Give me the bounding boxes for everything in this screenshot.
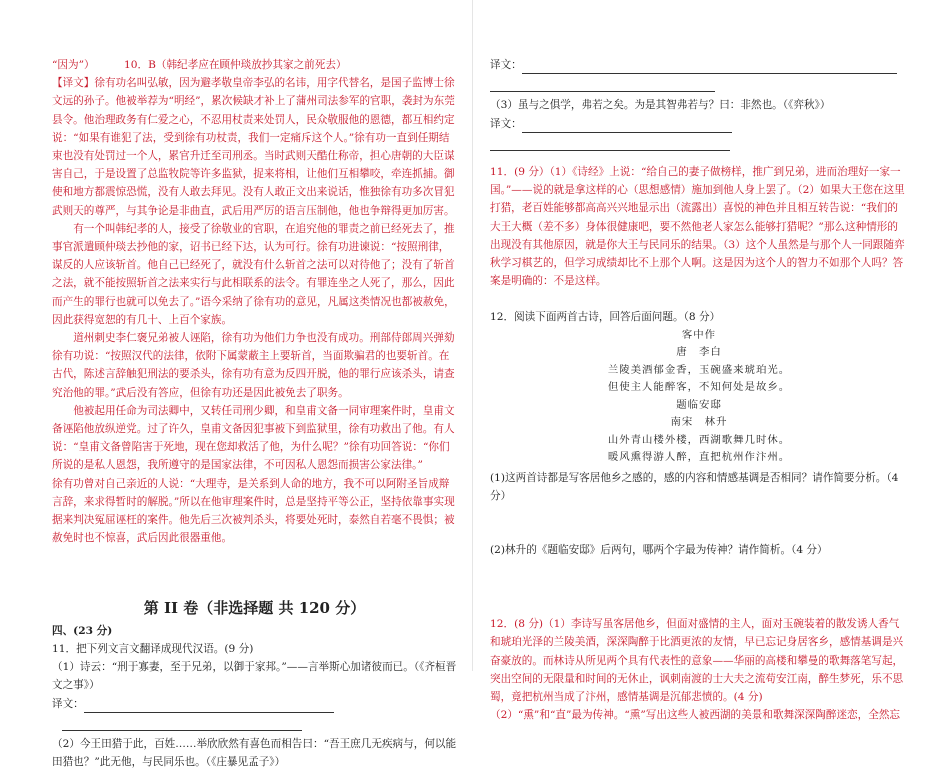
translation-para-1 <box>52 74 457 220</box>
poem-1 <box>490 327 908 397</box>
poem-1-line-1: 兰陵美酒郁金香，玉碗盛来琥珀光。 <box>607 363 791 376</box>
answer-blank[interactable] <box>522 120 732 133</box>
answer-blank[interactable] <box>84 700 334 713</box>
answer-10 <box>52 56 457 74</box>
poem-2-title: 题临安邸 <box>676 398 722 411</box>
translation-para-5: 徐有功曾对自己亲近的人说：“大理寺，是关系到人命的地方，我不可以阿附圣旨成辩言辞，来求得暂时的解脱。”所以在他审理案件时，总是坚持平等公正，坚持依靠事实现据来判决冤屈诬枉的案件。他先后三次被判杀头，将要处死时，泰然自若毫不畏惧；被赦免时也不惊喜，武后因此很器重他。 <box>52 477 455 545</box>
answer-blank-line <box>490 74 908 92</box>
translation-text: 徐有功名叫弘敏，因为避孝敬皇帝李弘的名讳，用字代替名，是国子监博士徐文远的孙子。他被举荐为“明经”，累次候缺才补上了蒲州司法参军的官职，袭封为东莞县令。他治理政务有仁爱之心，不忍用杖责来处罚人，民众敬服他的恩德，都互相约定说：“如果有谁犯了法，受到徐有功杖责，我们一定痛斥这个人。”徐有功一直到任期结束也没有处罚过一个人，累官升迁至司刑丞。当时武则天酷仕称帝，担心唐朝的大臣谋害自己，于是设置了总监牧院等许多监狱，捉来将相，让他们互相攀咬，牵连抓捕。御使和地方都震惊恐慌，没有人敢去拜见。没有人敢正文出来说话，惟独徐有功多次冒犯武则天的尊严，与其争论是非曲直，武后用严厉的语言压制他，他也争辩得更加厉害。 <box>52 77 455 217</box>
translation-answer-label: 译文： <box>52 697 84 710</box>
left-column <box>52 0 457 771</box>
answer-12-2: （2）“熏”和“直”最为传神。“熏”写出这些人被西湖的美景和歌舞深深陶醉迷恋，全然忘 <box>490 709 901 722</box>
translation-label: 【译文】 <box>52 77 95 90</box>
poem-2-line-1: 山外青山楼外楼，西湖歌舞几时休。 <box>607 433 791 446</box>
poem-1-author: 唐 李白 <box>676 346 722 359</box>
poem-1-line-2: 但使主人能醉客，不知何处是故乡。 <box>607 381 791 394</box>
question-11-2: （2）今王田猎于此，百姓……举欣欣然有喜色而相告曰：“吾王庶几无疾病与，何以能田猎也？”此无他，与民同乐也。（《庄暴见孟子》） <box>52 737 457 769</box>
poem-2 <box>490 397 908 467</box>
translation-line-2 <box>490 56 908 74</box>
translation-line-1 <box>52 695 457 713</box>
answer-fragment: “因为”） <box>52 59 95 71</box>
translation-para-2: 有一个叫韩纪孝的人，接受了徐敬业的官职，在追究他的罪责之前已经死去了，推事官派遣顾仲琰去抄他的家，诏书已经下达，认为可行。徐有功进谏说：“按照刑律，谋反的人应该斩首。他自己已经死了，就没有什么斩首之法可以对待他了；没有了斩首之法，就不能按照斩首之法来实行与此相联系的法令。有罪连坐之人死了，那么，因此而产生的罪行也就可以免去了。”语今采纳了徐有功的意见，凡属这类情况也都被赦免，因此获得宽恕的有几十、上百个家族。 <box>52 222 455 326</box>
question-11-1: （1）诗云：“刑于寡妻，至于兄弟，以御于家邦。”——言举斯心加诸彼而已。（《齐桓晋文之事》） <box>52 661 457 692</box>
answer-blank[interactable] <box>490 138 730 151</box>
translation-para-3: 道州刺史李仁褒兄弟被人诬陷，徐有功为他们力争也没有成功。刑部侍郎周兴弹劾徐有功说：“按照汉代的法律，依附下属蒙蔽主上要斩首，当面欺骗君的也要斩首。在古代，陈述言辞触犯刑法的要杀头，徐有功有意为反四开脱，他的罪行应该杀头，请查究治他的罪。”武后没有答应，但徐有功还是因此被免去了职务。 <box>52 332 455 399</box>
answer-11: 11．(9 分）（1）《诗经》上说：“给自己的妻子做榜样，推广到兄弟，进而治理好一家一国。”——说的就是拿这样的心（思想感情）施加到他人身上罢了。（2）如果大王您在这里打猎，老百姓能够都高高兴兴地显示出（流露出）喜悦的神色并且相互转告说：“我们的大王大概（差不多）身体很健康吧，要不然他老人家怎么能够打猎呢？”那么这种情形的出现没有其他原因，就是你大王与民同乐的结果。（3）这个人虽然是与那个人一同跟随弈秋学习棋艺的，但学习成绩却比不上那个人啊。这是因为这个人的智力不如那个人吗？答案是明确的：不是这样。 <box>490 166 905 288</box>
poem-2-author: 南宋 林升 <box>670 416 728 429</box>
poem-2-line-2: 暖风熏得游人醉，直把杭州作汴州。 <box>607 451 791 464</box>
question-12-stem: 12．阅读下面两首古诗，回答后面问题。（8 分） <box>490 311 721 324</box>
section-four-heading: 四、(23 分) <box>52 624 113 637</box>
question-12-2: (2)林升的《题临安邸》后两句，哪两个字最为传神？请作简析。（4 分） <box>490 544 828 557</box>
translation-answer-label: 译文： <box>490 59 522 71</box>
column-divider <box>472 0 473 671</box>
question-11-3: （3）虽与之俱学，弗若之矣。为是其智弗若与？曰：非然也。（《弈秋》） <box>490 99 831 112</box>
question-12-1: (1)这两首诗都是写客居他乡之感的，感的内容和情感基调是否相同？请作简要分析。（4 分） <box>490 471 899 502</box>
poem-1-title: 客中作 <box>681 328 717 341</box>
translation-answer-label: 译文： <box>490 117 522 130</box>
translation-line-3 <box>490 115 908 133</box>
answer-blank[interactable] <box>490 79 715 92</box>
question-11-stem: 11．把下列文言文翻译成现代汉语。(9 分) <box>52 642 254 655</box>
section-title: 第 II 卷（非选择题 共 120 分） <box>143 599 366 618</box>
answer-blank[interactable] <box>62 718 302 731</box>
answer-blank[interactable] <box>522 61 897 74</box>
answer-10-text: 10．B（韩纪孝应在顾仲琰放抄其家之前死去） <box>124 59 347 71</box>
right-column <box>490 0 908 724</box>
translation-para-4: 他被起用任命为司法卿中，又转任司刑少卿，和皇甫文备一同审理案件时，皇甫文备诬陷他放纵逆党。过了许久，皇甫文备因犯事被下到监狱里，徐有功救出了他。有人说：“皇甫文备曾陷害于死地，现在您却救活了他，为什么呢？”徐有功回答说：“你们所说的是私人恩怨，我所遵守的是国家法律，不可因私人恩怨而损害公家法律。” <box>52 404 455 472</box>
answer-12: 12．(8 分)（1）李诗写虽客居他乡，但面对盛情的主人，面对玉碗装着的散发诱人香气和琥珀光泽的兰陵美酒，深深陶醉于比酒更浓的友情，早已忘记身居客乡，感情基调是兴奋豪放的。而林诗从所见两个具有代表性的意象——华丽的高楼和攀曼的歌舞落笔写起，突出空间的无限量和时间的无休止，讽刺南渡的士大夫之流苟安江南，醉生梦死，乐不思蜀，竟把杭州当成了汴州，感情基调是沉郁悲愤的。(4 分) <box>490 618 904 704</box>
answer-blank-line <box>52 713 457 731</box>
answer-blank-line <box>490 133 908 151</box>
